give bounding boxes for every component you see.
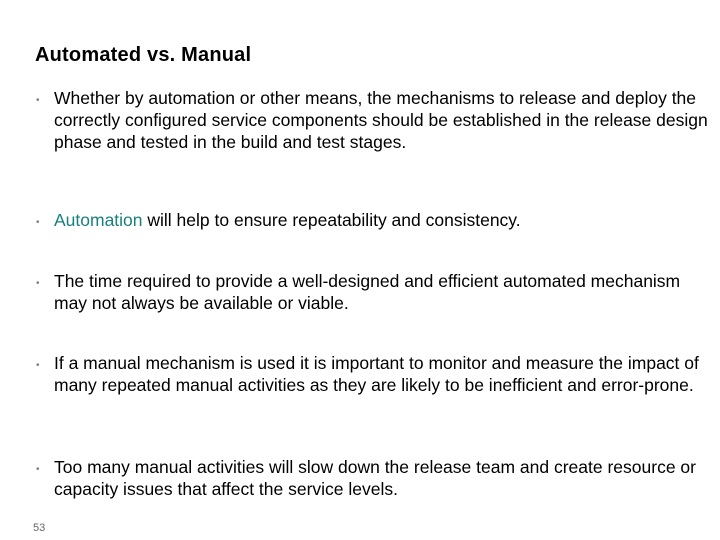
bullet-marker: • xyxy=(36,464,40,475)
page-number: 53 xyxy=(33,522,46,534)
highlighted-term: Automation xyxy=(54,210,143,230)
bullet-item xyxy=(36,352,716,396)
bullet-item xyxy=(36,209,716,231)
bullet-item xyxy=(36,456,716,500)
bullet-marker: • xyxy=(36,217,40,228)
bullet-item xyxy=(36,270,716,314)
bullet-marker: • xyxy=(36,95,40,106)
bullet-marker: • xyxy=(36,278,40,289)
bullet-text: Whether by automation or other means, the mechanisms to release and deploy the correctly configured service components should be established in the release design phase and tested in the build and test stages. xyxy=(54,88,708,152)
bullet-marker: • xyxy=(36,360,40,371)
bullet-item xyxy=(36,87,716,153)
bullet-text: The time required to provide a well-designed and efficient automated mechanism may not always be available or viable. xyxy=(54,271,681,313)
bullet-text: If a manual mechanism is used it is important to monitor and measure the impact of many repeated manual activities as they are likely to be inefficient and error-prone. xyxy=(54,353,699,395)
bullet-text-rest: will help to ensure repeatability and consistency. xyxy=(142,210,521,230)
bullet-text: Too many manual activities will slow down the release team and create resource or capacity issues that affect the service levels. xyxy=(54,457,696,499)
slide-title: Automated vs. Manual xyxy=(35,44,252,66)
bullet-text xyxy=(54,209,716,231)
